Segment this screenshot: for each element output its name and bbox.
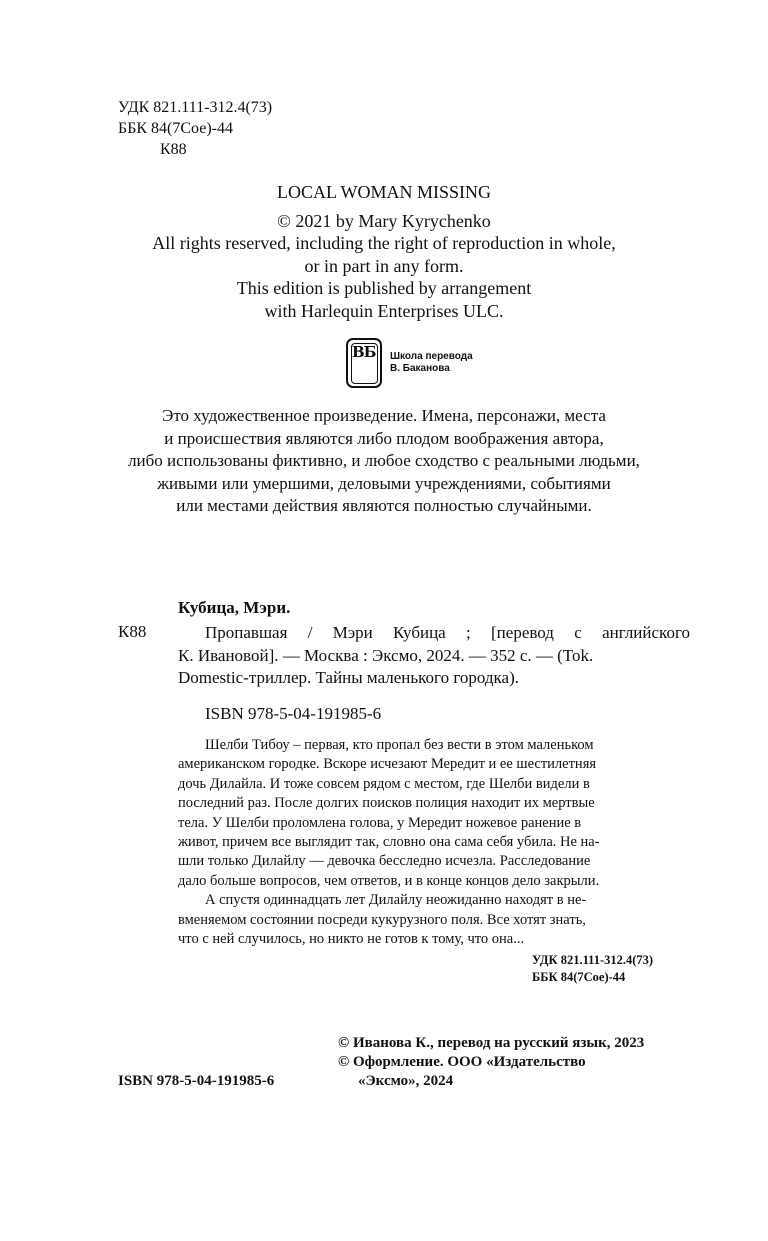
catalog-author: Кубица, Мэри. xyxy=(178,598,291,617)
annotation-line: тела. У Шелби проломлена голова, у Мередит ножевое ранение в xyxy=(178,814,582,831)
credit-line: © Оформление. ООО «Издательство xyxy=(338,1054,586,1070)
annotation-line: живот, причем все выглядит так, словно она сама себя убила. Не на- xyxy=(178,834,600,851)
disclaimer-line: либо использованы фиктивно, и любое сходство с реальными людьми, xyxy=(128,451,640,470)
catalog-isbn: ISBN 978-5-04-191985-6 xyxy=(205,704,382,723)
classification-block xyxy=(118,97,272,160)
rights-line: All rights reserved, including the right of reproduction in whole, xyxy=(152,233,616,253)
credit-line: «Эксмо», 2024 xyxy=(358,1073,454,1089)
annotation-line: что с ней случилось, но никто не готов к тому, что она... xyxy=(178,931,525,948)
annotation-line: вменяемом состоянии посреди кукурузного поля. Все хотят знать, xyxy=(178,911,586,928)
udk-code: УДК 821.111-312.4(73) xyxy=(532,953,654,967)
edition-line: This edition is published by arrangement xyxy=(236,278,532,298)
annotation-line: А спустя одиннадцать лет Дилайлу неожиданно находят в не- xyxy=(205,892,587,909)
annotation-line: дало больше вопросов, чем ответов, и в конце концов дело закрыли. xyxy=(178,872,600,889)
disclaimer-line: Это художественное произведение. Имена, персонажи, места xyxy=(162,406,606,425)
annotation-line: дочь Дилайла. И тоже совсем рядом с местом, где Шелби видели в xyxy=(178,775,590,792)
disclaimer-line: или местами действия являются полностью случайными. xyxy=(176,496,592,515)
logo-text: Школа перевода В. Баканова xyxy=(390,351,473,374)
annotation-line: Шелби Тибоу – первая, кто пропал без вести в этом маленьком xyxy=(205,737,594,753)
edition-line: with Harlequin Enterprises ULC. xyxy=(264,300,504,321)
credit-line: © Иванова К., перевод на русский язык, 2023 xyxy=(338,1035,645,1051)
annotation-codes xyxy=(532,952,653,986)
author-mark: К88 xyxy=(160,141,187,158)
description-line: К. Ивановой]. — Москва : Эксмо, 2024. — 352 с. — (Tok. xyxy=(178,645,594,665)
fiction-disclaimer xyxy=(0,405,768,518)
disclaimer-line: живыми или умершими, деловыми учреждениями, событиями xyxy=(157,473,611,493)
logo-emblem xyxy=(346,338,382,388)
rights-line: or in part in any form. xyxy=(304,255,464,276)
annotation-line: американском городке. Вскоре исчезают Мередит и ее шестилетняя xyxy=(178,756,597,773)
translation-school-logo xyxy=(346,338,496,390)
copyright-credits xyxy=(338,1034,644,1091)
catalog-description xyxy=(178,622,690,690)
original-title: LOCAL WOMAN MISSING xyxy=(276,182,491,202)
bbk-code: ББК 84(7Сое)-44 xyxy=(532,970,626,984)
annotation-line: последний раз. После долгих поисков полиция находит их мертвые xyxy=(178,795,595,812)
description-line: Domestic-триллер. Тайны маленького городка). xyxy=(178,668,520,687)
disclaimer-line: и происшествия являются либо плодом воображения автора, xyxy=(164,428,604,448)
original-copyright xyxy=(0,181,768,322)
isbn-bottom: ISBN 978-5-04-191985-6 xyxy=(118,1073,275,1089)
annotation-line: шли только Дилайлу — девочка бесследно исчезла. Расследование xyxy=(178,853,591,870)
catalog-mark: К88 xyxy=(118,622,147,641)
bbk-code: ББК 84(7Сое)-44 xyxy=(118,120,233,137)
logo-letters: ВБ xyxy=(352,343,376,361)
description-line: Пропавшая / Мэри Кубица ; [перевод с английского xyxy=(205,623,690,642)
copyright-line: © 2021 by Mary Kyrychenko xyxy=(277,210,491,231)
book-annotation xyxy=(178,736,690,949)
udk-code: УДК 821.111-312.4(73) xyxy=(118,99,273,116)
